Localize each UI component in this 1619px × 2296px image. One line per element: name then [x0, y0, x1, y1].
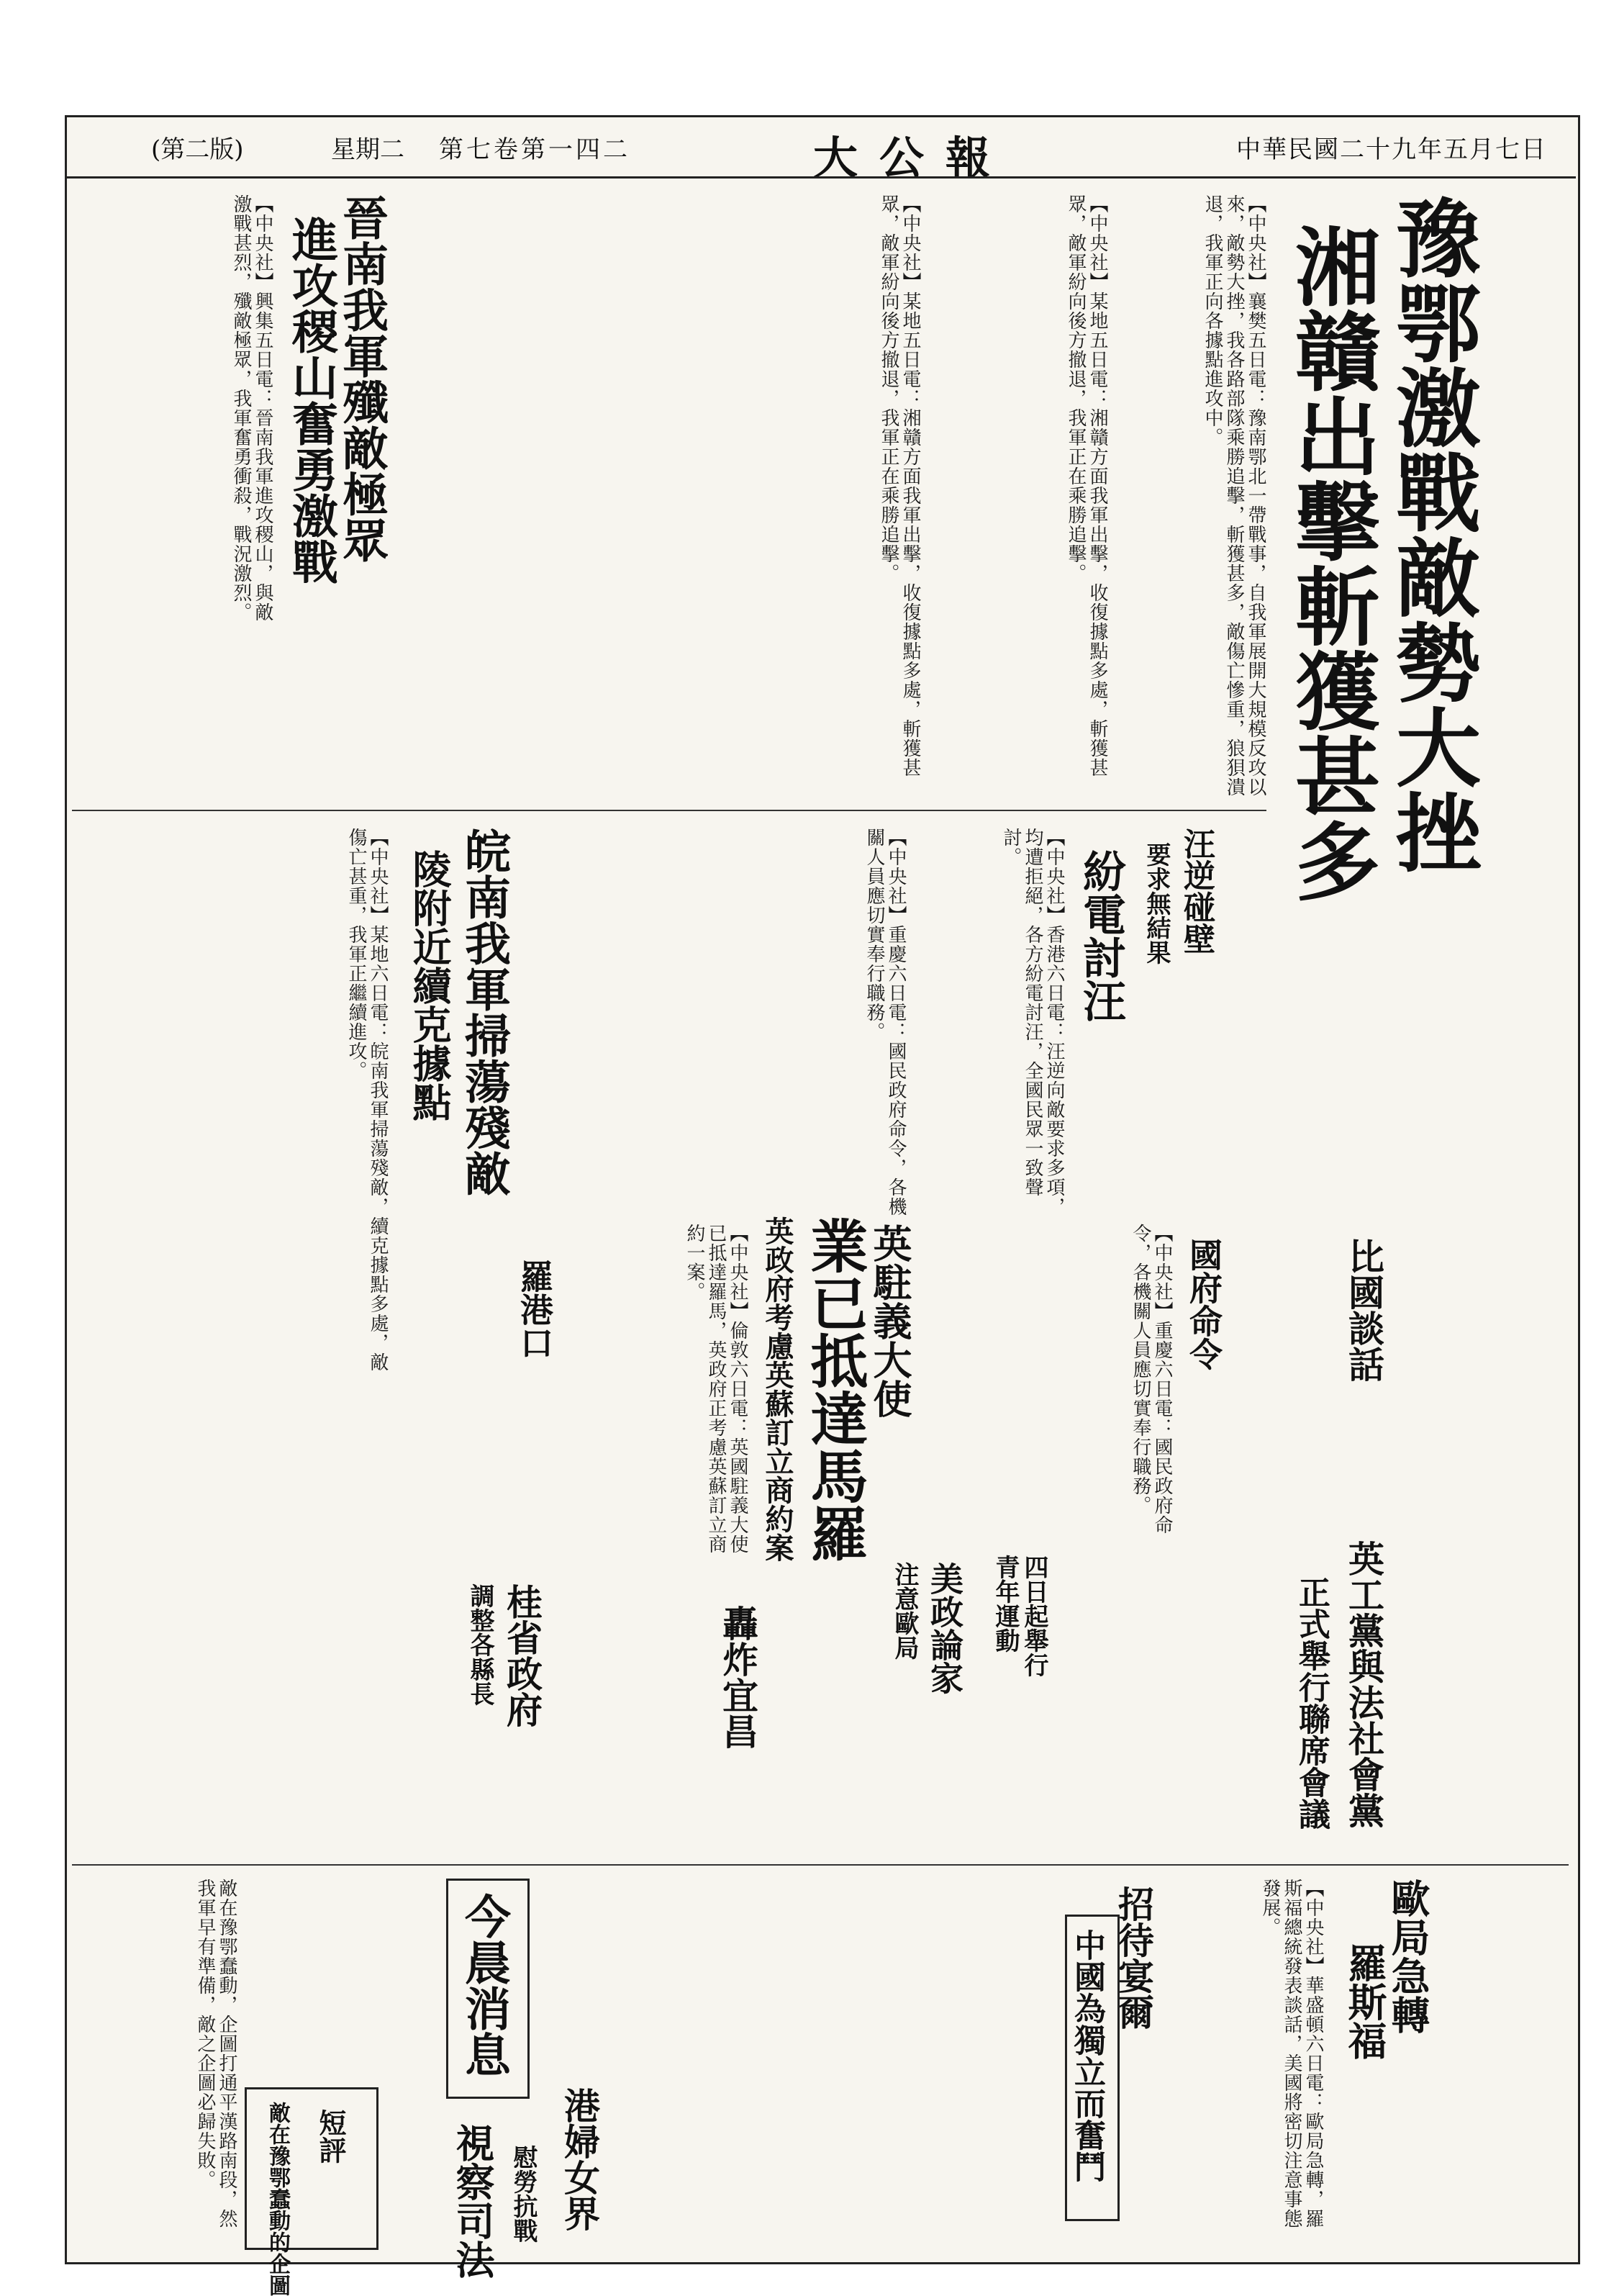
reception-headline: 招待宴爾 [1112, 1886, 1155, 2030]
anhui-article-body: 【中央社】某地六日電：皖南我軍掃蕩殘敵，續克據點多處，敵傷亡甚重，我軍正繼續進攻。 [345, 828, 389, 1372]
wang-headline-2: 要求無結果 [1142, 842, 1171, 964]
main-article-body: 【中央社】襄樊五日電：豫南鄂北一帶戰事，自我軍展開大規模反攻以來，敵勢大挫，我各路部隊乘勝追擊，斬獲甚多，敵傷亡慘重，狼狽潰退，我軍正向各據點進攻中。 [1202, 194, 1266, 797]
guilin-headline-1: 桂省政府 [501, 1583, 543, 1727]
short-comment-title: 敵在豫鄂蠢動的企圖 [265, 2102, 290, 2296]
italy-headline-2: 業已抵達馬羅 [801, 1216, 869, 1562]
wang-headline-3: 紛電討汪 [1076, 849, 1126, 1022]
issue-date: 中華民國二十九年五月七日 [1236, 135, 1547, 164]
masthead-rule [65, 176, 1576, 178]
italy-headline-3: 英政府考慮英蘇訂立商約案 [761, 1216, 794, 1562]
masthead [65, 122, 1576, 184]
youth-headline-2: 青年運動 [991, 1555, 1020, 1653]
main-article-body-2: 【中央社】某地五日電：湘贛方面我軍出擊，收復據點多處，斬獲甚眾，敵軍紛向後方撤退，我軍正在乘勝追擊。 [1065, 194, 1108, 777]
section-divider [72, 810, 1266, 811]
shanxi-headline-2: 進攻稷山奮勇激戰 [284, 216, 338, 584]
short-comment-label: 短評 [314, 2109, 347, 2164]
main-headline-2: 湘贛出擊斬獲甚多 [1281, 223, 1381, 903]
front-column-text: 【中央社】某地五日電：湘贛方面我軍出擊，收復據點多處，斬獲甚眾，敵軍紛向後方撤退，我軍正在乘勝追擊。 [878, 194, 921, 777]
national-order-body: 【中央社】重慶六日電：國民政府命令，各機關人員應切實奉行職務。 [1130, 1224, 1173, 1535]
italy-article-body: 【中央社】倫敦六日電：英國駐義大使已抵達羅馬，英政府正考慮英蘇訂立商約一案。 [684, 1224, 748, 1554]
europe-urgent-headline-2: 羅斯福 [1342, 1943, 1388, 2060]
short-comment-body: 敵在豫鄂蠢動，企圖打通平漢路南段，然我軍早有準備，敵之企圖必歸失敗。 [194, 1879, 237, 2228]
weekday: 星期二 [331, 135, 404, 164]
us-comment-headline-1: 美政論家 [925, 1562, 964, 1694]
europe-urgent-headline-1: 歐局急轉 [1385, 1879, 1431, 2034]
wang-headline-1: 汪逆碰壁 [1178, 828, 1215, 954]
us-comment-headline-2: 注意歐局 [890, 1562, 919, 1660]
judiciary-headline: 視察司法 [450, 2123, 496, 2279]
misc-column-text: 【中央社】重慶六日電：國民政府命令，各機關人員應切實奉行職務。 [863, 828, 907, 1216]
italy-headline-1: 英駐義大使 [867, 1224, 913, 1418]
hk-women-headline-1: 港婦女界 [558, 2087, 601, 2231]
anhui-headline-2: 陵附近續克據點 [407, 849, 453, 1121]
europe-talk-headline: 比國談話 [1343, 1238, 1385, 1382]
uk-labor-headline-1: 英工黨與法社會黨 [1343, 1540, 1385, 1828]
national-order-headline: 國府命令 [1184, 1238, 1223, 1370]
lower-divider [72, 1864, 1569, 1866]
youth-headline-1: 四日起舉行 [1020, 1555, 1048, 1677]
hongkong-headline: 羅港口 [515, 1260, 554, 1359]
main-headline-1: 豫鄂激戰敵勢大挫 [1382, 194, 1482, 874]
china-free-headline: 中國為獨立而奮鬥 [1069, 1929, 1105, 2182]
shanxi-article-body: 【中央社】興集五日電：晉南我軍進攻稷山，與敵激戰甚烈，殲敵極眾，我軍奮勇衝殺，戰況激烈。 [230, 194, 273, 622]
page-number: (第二版) [151, 135, 244, 164]
uk-labor-headline-2: 正式舉行聯席會議 [1293, 1576, 1330, 1830]
issue-number: 第七卷第一四二 [439, 135, 630, 164]
europe-urgent-body: 【中央社】華盛頓六日電：歐局急轉，羅斯福總統發表談話，美國將密切注意事態發展。 [1259, 1879, 1324, 2228]
anhui-headline-1: 皖南我軍掃蕩殘敵 [457, 828, 511, 1196]
shanxi-headline-1: 晉南我軍殲敵極眾 [335, 194, 389, 563]
wang-article-body: 【中央社】香港六日電：汪逆向敵要求多項，均遭拒絕，各方紛電討汪，全國民眾一致聲討。 [1000, 828, 1065, 1216]
wang-shot-headline: 轟炸宜昌 [717, 1605, 759, 1749]
hk-women-headline-2: 慰勞抗戰 [509, 2145, 538, 2243]
guilin-headline-2: 調整各縣長 [466, 1583, 494, 1706]
today-news-headline: 今晨消息 [457, 1893, 511, 2077]
newspaper-title: 大公報 [813, 132, 1012, 184]
